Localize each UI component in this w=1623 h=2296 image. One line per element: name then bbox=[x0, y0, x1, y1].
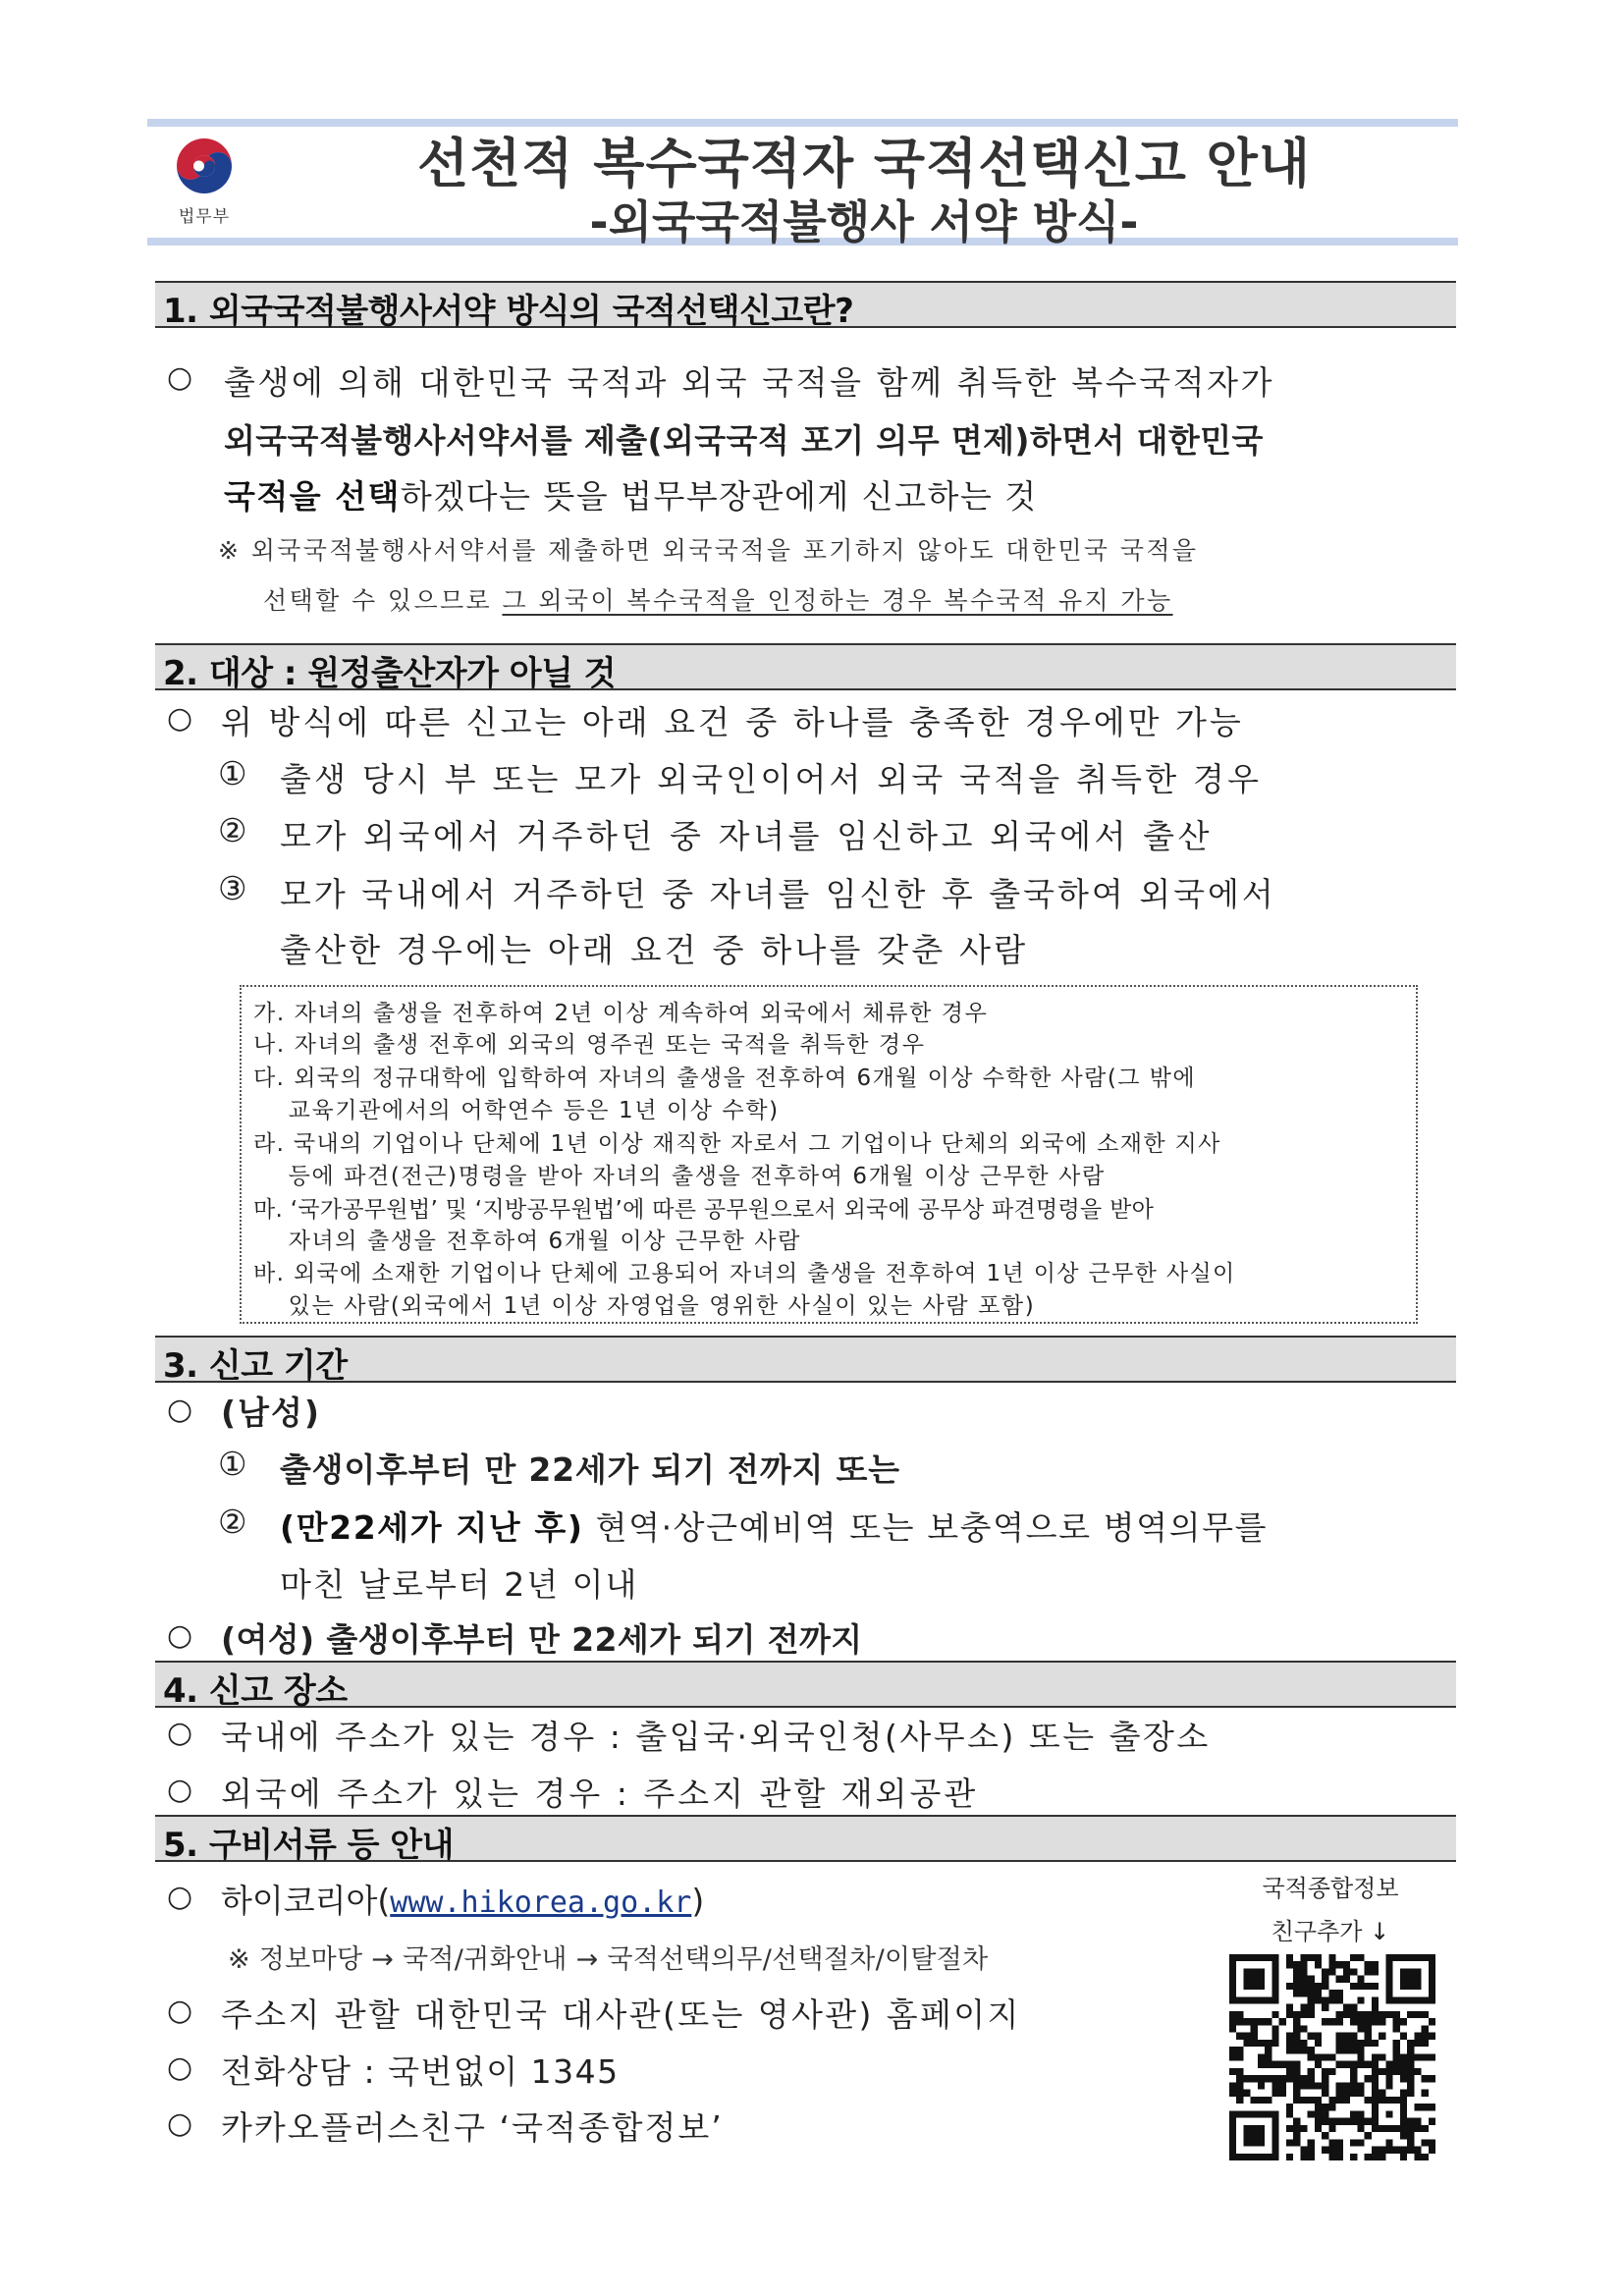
s2-condition-ma-cont: 자녀의 출생을 전후하여 6개월 이상 근무한 사람 bbox=[253, 1229, 801, 1254]
s2-intro: 위 방식에 따른 신고는 아래 요건 중 하나를 충족한 경우에만 가능 bbox=[221, 703, 1244, 741]
section-3-title: 3. 신고 기간 bbox=[163, 1346, 348, 1386]
ministry-logo bbox=[169, 134, 240, 227]
bullet-icon: ○ bbox=[167, 1880, 193, 1914]
s2-item-1-number: ① bbox=[218, 754, 247, 793]
section-5-title: 5. 구비서류 등 안내 bbox=[163, 1826, 454, 1865]
bullet-icon: ○ bbox=[167, 1716, 193, 1750]
section-4-heading bbox=[155, 1661, 1456, 1711]
section-3-heading bbox=[155, 1336, 1456, 1386]
s1-definition-line1: 출생에 의해 대한민국 국적과 외국 국적을 함께 취득한 복수국적자가 bbox=[224, 363, 1275, 402]
section-1-heading bbox=[155, 281, 1456, 331]
s1-note-line1: ※ 외국국적불행사서약서를 제출하면 외국국적을 포기하지 않아도 대한민국 국적을 bbox=[218, 536, 1199, 565]
s2-item-3: 모가 국내에서 거주하던 중 자녀를 임신한 후 출국하여 외국에서 bbox=[280, 875, 1276, 913]
qr-code[interactable] bbox=[1229, 1954, 1435, 2160]
s3-male-label: (남성) bbox=[221, 1394, 321, 1432]
s2-condition-ra: 라. 국내의 기업이나 단체에 1년 이상 재직한 자로서 그 기업이나 단체의 외국에 소재한 지사 bbox=[253, 1131, 1221, 1157]
s2-condition-ga: 가. 자녀의 출생을 전후하여 2년 이상 계속하여 외국에서 체류한 경우 bbox=[253, 1001, 989, 1026]
page-subtitle: -외국국적불행사 서약 방식- bbox=[589, 195, 1139, 248]
s3-male-item-2-number: ② bbox=[218, 1503, 247, 1541]
s5-kakao: 카카오플러스친구 ‘국적종합정보’ bbox=[221, 2108, 724, 2147]
s5-embassy: 주소지 관할 대한민국 대사관(또는 영사관) 홈페이지 bbox=[221, 1995, 1021, 2034]
s1-note-line2-plain: 선택할 수 있으므로 bbox=[263, 586, 503, 615]
s2-condition-ba: 바. 외국에 소재한 기업이나 단체에 고용되어 자녀의 출생을 전후하여 1년 이상 근무한 사실이 bbox=[253, 1261, 1236, 1286]
s5-hikorea-suffix: ) bbox=[691, 1882, 705, 1920]
s4-overseas: 외국에 주소가 있는 경우 : 주소지 관할 재외공관 bbox=[221, 1775, 979, 1813]
s3-male-item-2 bbox=[280, 1503, 1268, 1549]
bullet-icon: ○ bbox=[167, 1773, 193, 1807]
s1-note-line2 bbox=[263, 581, 1173, 617]
page-title: 선천적 복수국적자 국적선택신고 안내 bbox=[416, 133, 1312, 194]
qr-caption-2: 친구추가 ↓ bbox=[1271, 1918, 1390, 1945]
s3-male-item-1: 출생이후부터 만 22세가 되기 전까지 또는 bbox=[280, 1450, 900, 1489]
bullet-icon: ○ bbox=[167, 2106, 193, 2141]
qr-caption-1: 국적종합정보 bbox=[1262, 1875, 1399, 1902]
s2-condition-ma: 마. ‘국가공무원법’ 및 ‘지방공무원법’에 따른 공무원으로서 외국에 공무상 파견명령을 받아 bbox=[253, 1197, 1155, 1223]
qr-code-icon[interactable] bbox=[1229, 1954, 1435, 2160]
s5-hikorea bbox=[221, 1876, 704, 1922]
hikorea-link[interactable]: www.hikorea.go.kr bbox=[390, 1886, 692, 1920]
s2-conditions-box bbox=[240, 985, 1418, 1324]
bullet-icon: ○ bbox=[167, 1994, 193, 2028]
s3-male-item-2-rest: 현역·상근예비역 또는 보충역으로 병역의무를 bbox=[583, 1508, 1269, 1547]
s2-condition-ra-cont: 등에 파견(전근)명령을 받아 자녀의 출생을 전후하여 6개월 이상 근무한 사람 bbox=[253, 1164, 1106, 1189]
s2-item-3-number: ③ bbox=[218, 869, 247, 907]
s4-domestic: 국내에 주소가 있는 경우 : 출입국·외국인청(사무소) 또는 출장소 bbox=[221, 1718, 1211, 1756]
s3-after-22-bold: (만22세가 지난 후) bbox=[280, 1508, 584, 1547]
s5-hikorea-menu-path: ※ 정보마당 → 국적/귀화안내 → 국적선택의무/선택절차/이탈절차 bbox=[228, 1944, 989, 1975]
section-2-title: 2. 대상 : 원정출산자가 아닐 것 bbox=[163, 654, 617, 693]
section-4-title: 4. 신고 장소 bbox=[163, 1671, 348, 1711]
s2-item-2: 모가 외국에서 거주하던 중 자녀를 임신하고 외국에서 출산 bbox=[280, 817, 1214, 855]
s1-definition-line3 bbox=[224, 471, 1038, 518]
s2-condition-na: 나. 자녀의 출생 전후에 외국의 영주권 또는 국적을 취득한 경우 bbox=[253, 1032, 926, 1058]
s1-definition-line2-text: 외국국적불행사서약서를 제출(외국국적 포기 의무 면제)하면서 대한민국 bbox=[224, 421, 1264, 460]
s1-choose-nationality-bold: 국적을 선택 bbox=[224, 477, 401, 516]
s2-item-2-number: ② bbox=[218, 811, 247, 849]
s1-note-underlined: 그 외국이 복수국적을 인정하는 경우 복수국적 유지 가능 bbox=[502, 586, 1173, 615]
s5-phone: 전화상담 : 국번없이 1345 bbox=[221, 2052, 620, 2091]
bullet-icon: ○ bbox=[167, 360, 193, 395]
s5-hikorea-prefix: 하이코리아( bbox=[221, 1882, 391, 1920]
s2-item-3-continued: 출산한 경우에는 아래 요건 중 하나를 갖춘 사람 bbox=[280, 931, 1029, 969]
section-5-heading bbox=[155, 1815, 1456, 1865]
s2-item-1: 출생 당시 부 또는 모가 외국인이어서 외국 국적을 취득한 경우 bbox=[280, 760, 1263, 798]
s3-female: (여성) 출생이후부터 만 22세가 되기 전까지 bbox=[221, 1620, 863, 1659]
section-2-heading bbox=[155, 643, 1456, 693]
s3-male-item-2-continued: 마친 날로부터 2년 이내 bbox=[280, 1565, 639, 1604]
bullet-icon: ○ bbox=[167, 701, 193, 736]
s2-condition-ba-cont: 있는 사람(외국에서 1년 이상 자영업을 영위한 사실이 있는 사람 포함) bbox=[253, 1293, 1036, 1319]
s1-definition-line2 bbox=[224, 415, 1264, 462]
bullet-icon: ○ bbox=[167, 2050, 193, 2085]
bullet-icon: ○ bbox=[167, 1393, 193, 1427]
s1-definition-line3-rest: 하겠다는 뜻을 법무부장관에게 신고하는 것 bbox=[400, 477, 1038, 516]
org-name: 법무부 bbox=[178, 207, 231, 227]
bullet-icon: ○ bbox=[167, 1618, 193, 1653]
section-1-title: 1. 외국국적불행사서약 방식의 국적선택신고란? bbox=[163, 292, 854, 331]
s2-condition-da-cont: 교육기관에서의 어학연수 등은 1년 이상 수학) bbox=[253, 1098, 780, 1123]
s2-condition-da: 다. 외국의 정규대학에 입학하여 자녀의 출생을 전후하여 6개월 이상 수학한 사람(그 밖에 bbox=[253, 1066, 1197, 1091]
korea-government-emblem-icon bbox=[169, 134, 240, 198]
s3-male-item-1-number: ① bbox=[218, 1445, 247, 1483]
